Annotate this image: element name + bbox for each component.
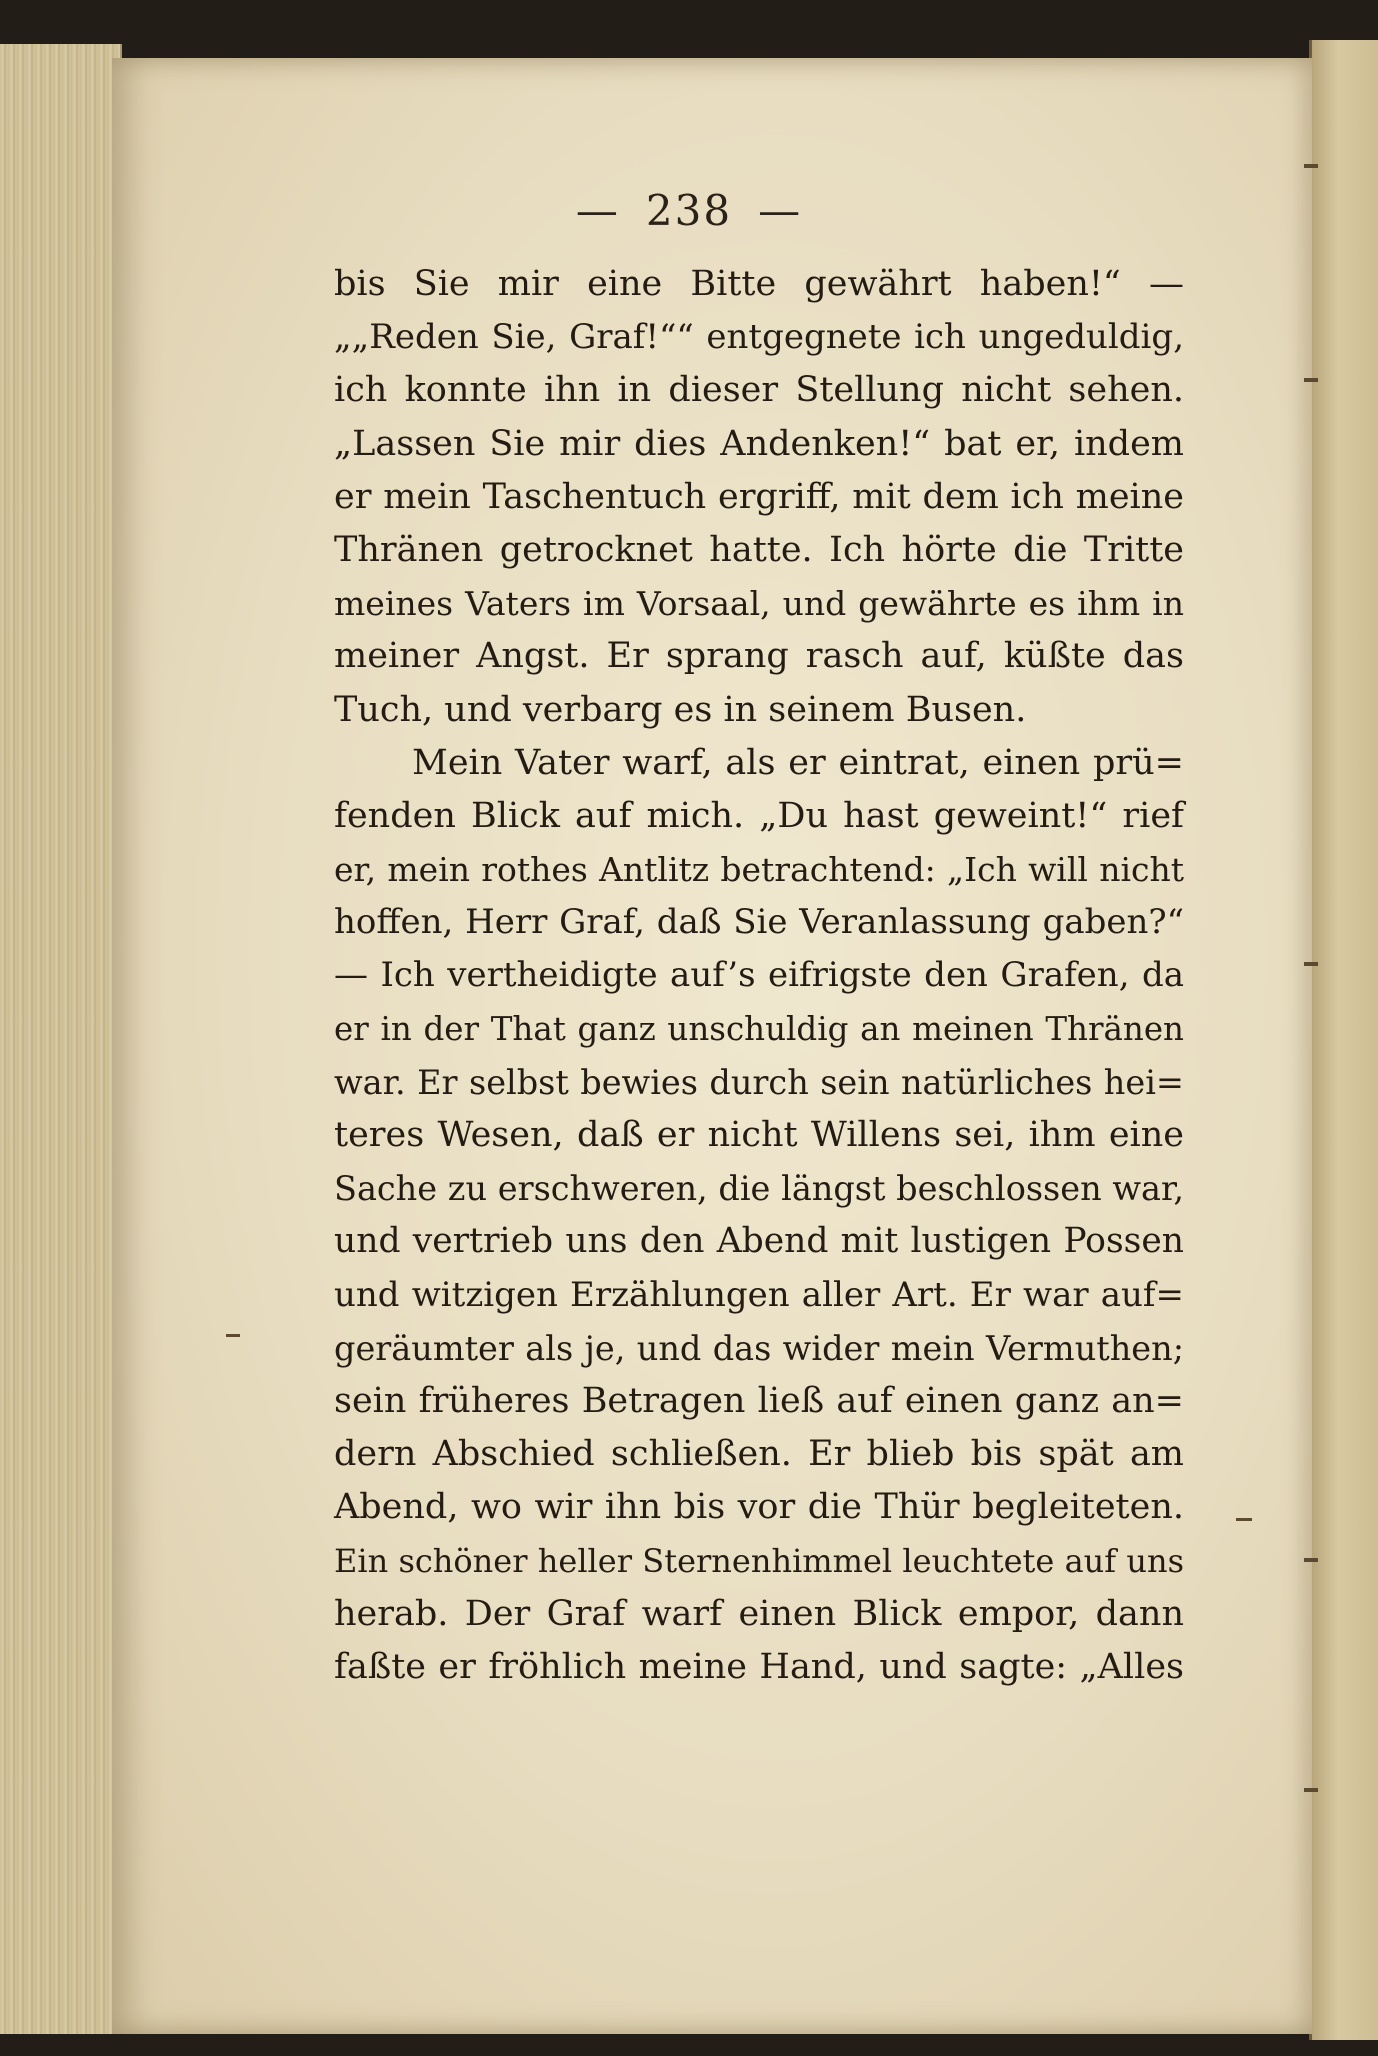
page-edges [0,44,122,2034]
text-line: bis Sie mir eine Bitte gewährt haben!“ — [334,264,1184,304]
text-line: fenden Blick auf mich. „Du hast geweint!“ rief [334,795,1184,836]
body-text [334,258,1184,1694]
text-line: dern Abschied schließen. Er blieb bis spät am [334,1434,1184,1475]
stray-mark [226,1334,240,1337]
page-number-dash-right: — [758,186,803,235]
text-line: Abend, wo wir ihn bis vor die Thür begleiteten. [334,1487,1184,1528]
stray-mark [1236,1518,1252,1521]
text-line: Ein schöner heller Sternenhimmel leuchtete auf uns [334,1541,1184,1580]
text-line: „„Reden Sie, Graf!““ entgegnete ich ungeduldig, [334,317,1184,358]
text-line: war. Er selbst bewies durch sein natürliches hei= [334,1062,1184,1102]
text-line: er in der That ganz unschuldig an meinen Thränen [334,1009,1184,1048]
text-line: Mein Vater warf, als er eintrat, einen prü= [412,742,1184,783]
text-line: Thränen getrocknet hatte. Ich hörte die Tritte [334,529,1184,570]
page-number-dash-left: — [575,186,620,235]
text-line: er mein Taschentuch ergriff, mit dem ich meine [334,476,1184,517]
gutter-mark [1304,164,1318,168]
text-line: er, mein rothes Antlitz betrachtend: „Ich will nicht [334,850,1184,890]
text-line: sein früheres Betragen ließ auf einen ganz an= [334,1380,1184,1421]
gutter-mark [1304,1558,1318,1562]
gutter-mark [1304,378,1318,382]
text-line: und vertrieb uns den Abend mit lustigen Possen [334,1221,1184,1262]
text-line: Tuch, und verbarg es in seinem Busen. [334,689,1027,730]
text-line: ich konnte ihn in dieser Stellung nicht sehen. [334,370,1184,411]
next-page-edge [1309,40,1378,2040]
text-line: — Ich vertheidigte auf’s eifrigste den Grafen, da [334,955,1184,996]
text-line: herab. Der Graf warf einen Blick empor, dann [334,1593,1184,1634]
text-line: Sache zu erschweren, die längst beschlossen war, [334,1169,1184,1209]
text-line: geräumter als je, und das wider mein Vermuthen; [334,1328,1184,1368]
page-number-header [0,186,1378,235]
gutter-mark [1304,962,1318,966]
text-line: und witzigen Erzählungen aller Art. Er war auf= [334,1274,1184,1315]
gutter-mark [1304,1788,1318,1792]
text-line: hoffen, Herr Graf, daß Sie Veranlassung gaben?“ [334,902,1184,943]
page-number: 238 [645,186,733,235]
text-line: meiner Angst. Er sprang rasch auf, küßte das [334,636,1184,677]
text-line: „Lassen Sie mir dies Andenken!“ bat er, indem [334,423,1184,464]
text-line: faßte er fröhlich meine Hand, und sagte: „Alles [334,1646,1184,1687]
text-line: teres Wesen, daß er nicht Willens sei, ihm eine [334,1115,1184,1155]
text-line: meines Vaters im Vorsaal, und gewährte es ihm in [334,584,1184,624]
